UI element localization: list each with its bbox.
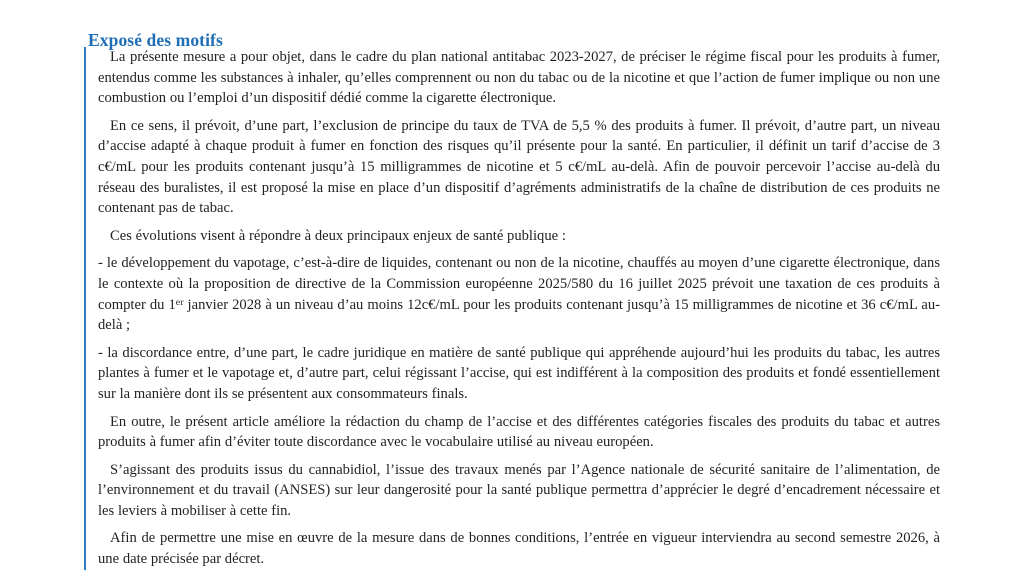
paragraph-5-bullet-discordance: - la discordance entre, d’une part, le cadre juridique en matière de santé publique qui appréhende aujourd’hui les produits du tabac, les autres plantes à fumer et le vapotage et, d’autre part, celui régissant l’accise, qui est indifférent à la composition des produits et fondé essentiellement sur la manière dont ils se présentent aux consommateurs finals. <box>98 344 940 402</box>
paragraph-4-text-before-superscript: - le développement du vapotage, c’est-à-dire de liquides, contenant ou non de la nicotine, chauffés au moyen d’une cigarette électronique, dans le contexte où la proposition de directive de la Commission européenne 2025/580 du 16 juillet 2025 prévoit une taxation de ces produits à compter du 1 <box>98 255 940 313</box>
paragraph-7: S’agissant des produits issus du cannabidiol, l’issue des travaux menés par l’Agence nationale de sécurité sanitaire de l’alimentation, de l’environnement et du travail (ANSES) sur leur dangerosité pour la santé publique permettra d’apprécier le degré d’encadrement nécessaire et les leviers à mobiliser à cette fin. <box>98 461 940 519</box>
paragraph-4-bullet-vapotage <box>98 253 940 335</box>
expose-des-motifs-body <box>84 47 940 570</box>
page-title: Exposé des motifs <box>88 29 223 50</box>
paragraph-2: En ce sens, il prévoit, d’une part, l’exclusion de principe du taux de TVA de 5,5 % des produits à fumer. Il prévoit, d’autre part, un niveau d’accise adapté à chaque produit à fumer en fonction des risques qu’il présente pour la santé. En particulier, il définit un tarif d’accise de 3 c€/mL pour les produits contenant jusqu’à 15 milligrammes de nicotine et 5 c€/mL au-delà. Afin de pouvoir percevoir l’accise au-delà du réseau des buralistes, il est proposé la mise en place d’un dispositif d’agréments administratifs de la chaîne de distribution de ces produits ne contenant pas de tabac. <box>98 117 940 217</box>
paragraph-3-intro-list: Ces évolutions visent à répondre à deux principaux enjeux de santé publique : <box>110 227 566 244</box>
ordinal-superscript-er: er <box>175 296 184 308</box>
paragraph-4-text-after-superscript: janvier 2028 à un niveau d’au moins 12c€/mL pour les produits contenant jusqu’à 15 milligrammes de nicotine et 36 c€/mL au-delà ; <box>98 296 940 334</box>
paragraph-8: Afin de permettre une mise en œuvre de la mesure dans de bonnes conditions, l’entrée en vigueur interviendra au second semestre 2026, à une date précisée par décret. <box>98 530 940 568</box>
paragraph-6: En outre, le présent article améliore la rédaction du champ de l’accise et des différentes catégories fiscales des produits du tabac et autres produits à fumer afin d’éviter toute discordance avec le vocabulaire utilisé au niveau européen. <box>98 413 940 451</box>
paragraph-1: La présente mesure a pour objet, dans le cadre du plan national antitabac 2023-2027, de préciser le régime fiscal pour les produits à fumer, entendus comme les substances à inhaler, qu’elles comprennent ou non du tabac ou de la nicotine et que l’action de fumer implique ou non une combustion ou l’emploi d’un dispositif dédié comme la cigarette électronique. <box>98 49 940 107</box>
